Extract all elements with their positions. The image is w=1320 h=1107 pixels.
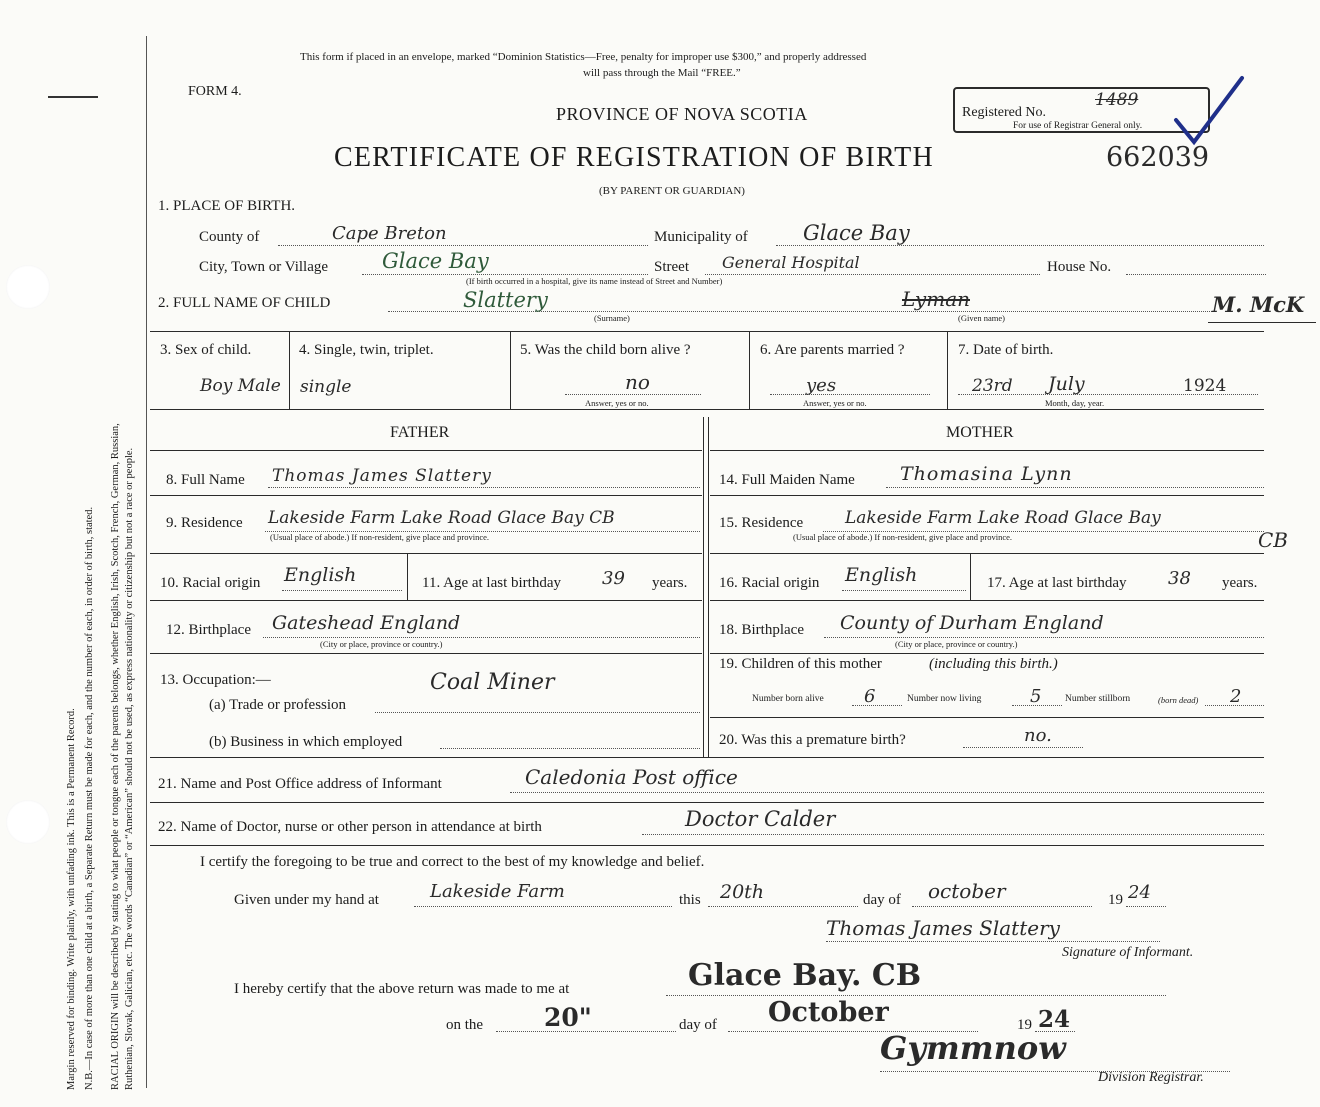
margin-note-multiple-births: N.B.—In case of more than one child at a birth, a Separate Return must be made for each, and the number of each, in order of birth, stated. [84, 506, 95, 1090]
now-living-label: Number now living [907, 694, 982, 704]
registrar-year-prefix: 19 [1017, 1017, 1032, 1033]
given-caption: (Given name) [958, 313, 1005, 323]
father-racial-value: English [284, 564, 357, 586]
given-place-value: Lakeside Farm [430, 881, 565, 902]
father-name-label: 8. Full Name [166, 472, 245, 488]
given-place-line [414, 906, 672, 907]
child-marginal-note: M. McK [1212, 292, 1305, 317]
surname-caption: (Surname) [594, 313, 630, 323]
informant-signature-caption: Signature of Informant. [1062, 945, 1194, 960]
given-month-line [912, 906, 1092, 907]
mother-birthplace-label: 18. Birthplace [719, 622, 804, 638]
mother-residence-value-2: CB [1258, 528, 1288, 552]
father-occupation-label: 13. Occupation:— [160, 672, 271, 688]
father-trade-label: (a) Trade or profession [209, 697, 347, 713]
mother-racial-line [842, 590, 966, 591]
certification-statement: I certify the foregoing to be true and correct to the best of my knowledge and belief. [200, 854, 705, 870]
city-label: City, Town or Village [199, 259, 329, 275]
father-name-value: Thomas James Slattery [272, 466, 492, 486]
margin-note-racial-origin-2: Ruthenian, Slovak, Galician, etc. The words “Canadian” or “American” should not be used, as express nationality or citizenship but not a race or people. [124, 447, 135, 1090]
margin-note-racial-origin-1: RACIAL ORIGIN will be described by stating to what people or tongue each of the parents belongs, whether English, Irish, Scotch, French, German, Russian, [110, 423, 121, 1090]
premature-line [963, 747, 1083, 748]
certificate-number: 662039 [1106, 142, 1210, 173]
married-caption: Answer, yes or no. [803, 398, 867, 408]
mother-row-rule-3 [710, 600, 1264, 601]
mother-years-label: years. [1222, 575, 1258, 591]
father-racial-label: 10. Racial origin [160, 575, 261, 591]
father-business-label: (b) Business in which employed [209, 734, 403, 750]
father-racial-line [282, 590, 402, 591]
mother-racial-value: English [845, 564, 918, 586]
municipality-label: Municipality of [654, 229, 748, 245]
married-label: 6. Are parents married ? [760, 342, 905, 358]
col-rule-4 [947, 331, 948, 409]
mother-row-rule-5 [710, 717, 1264, 718]
father-birthplace-line [263, 637, 700, 638]
mother-heading-rule [710, 450, 1264, 451]
father-row-rule-3 [150, 600, 702, 601]
house-label: House No. [1047, 259, 1112, 275]
married-value: yes [806, 375, 837, 396]
province-heading: PROVINCE OF NOVA SCOTIA [556, 104, 808, 124]
premature-label: 20. Was this a premature birth? [719, 732, 906, 748]
county-value: Cape Breton [332, 223, 447, 244]
sex-value: Boy Male [200, 376, 281, 396]
alive-caption: Answer, yes or no. [585, 398, 649, 408]
given-day-value: 20th [720, 881, 765, 903]
father-racial-divider [407, 553, 408, 600]
county-line [278, 245, 648, 246]
mother-heading: MOTHER [946, 424, 1014, 441]
registrar-place-value: Glace Bay. CB [688, 958, 922, 993]
child-surname-value: Slattery [463, 288, 548, 312]
table-mid-rule [150, 409, 1264, 410]
margin-note-binding: Margin reserved for binding. Write plainly, with unfading ink. This is a Permanent Record. [66, 708, 77, 1090]
postal-notice: This form if placed in an envelope, marked “Dominion Statistics—Free, penalty for improper use $300,” and properly addressed [300, 51, 867, 63]
mother-residence-label: 15. Residence [719, 515, 804, 531]
mother-row-rule-2 [710, 553, 1264, 554]
now-living-value: 5 [1030, 686, 1042, 707]
registered-value: 1489 [1095, 90, 1139, 110]
alive-value: no [625, 370, 650, 394]
given-day-line [708, 906, 858, 907]
mother-age-label: 17. Age at last birthday [987, 575, 1127, 591]
mother-name-line [886, 487, 1264, 488]
alive-line [565, 394, 701, 395]
mother-children-label: 19. Children of this mother [719, 656, 882, 672]
checkmark-icon [1170, 72, 1250, 152]
col-rule-1 [289, 331, 290, 409]
father-row-rule-2 [150, 553, 702, 554]
house-line [1126, 274, 1266, 275]
col-rule-3 [749, 331, 750, 409]
premature-value: no. [1024, 725, 1052, 746]
registrar-day-of-label: day of [679, 1017, 717, 1033]
registrar-caption: Division Registrar. [1098, 1070, 1204, 1085]
father-age-label: 11. Age at last birthday [422, 575, 561, 591]
attendant-value: Doctor Calder [685, 807, 836, 831]
mother-name-value: Thomasina Lynn [900, 463, 1073, 485]
child-name-label: 2. FULL NAME OF CHILD [158, 295, 331, 311]
table-top-rule [150, 331, 1264, 332]
father-residence-value: Lakeside Farm Lake Road Glace Bay CB [268, 508, 615, 528]
plurality-label: 4. Single, twin, triplet. [299, 342, 434, 358]
father-business-line [440, 748, 700, 749]
given-under-hand-label: Given under my hand at [234, 892, 379, 908]
dob-caption: Month, day, year. [1045, 398, 1105, 408]
registrar-day-value: 20" [544, 1003, 592, 1032]
father-row-rule-4 [150, 653, 702, 654]
street-value: General Hospital [722, 253, 860, 272]
informant-signature: Thomas James Slattery [826, 916, 1060, 940]
mother-birthplace-line [824, 637, 1264, 638]
mother-birthplace-caption: (City or place, province or country.) [895, 639, 1018, 649]
form-number: FORM 4. [188, 84, 242, 99]
parents-divider-inner [708, 417, 709, 757]
col-rule-2 [510, 331, 511, 409]
informant-rule [150, 802, 1264, 803]
father-occupation-value: Coal Miner [430, 670, 555, 695]
father-years-label: years. [652, 575, 688, 591]
stillborn-value: 2 [1230, 686, 1242, 707]
marginal-note-underline [1208, 322, 1316, 323]
child-given-value: Lyman [902, 287, 970, 311]
stillborn-note: (born dead) [1158, 695, 1199, 705]
informant-line [510, 792, 1264, 793]
father-row-rule-1 [150, 495, 702, 496]
postal-notice-free: will pass through the Mail “FREE.” [583, 67, 741, 79]
informant-label: 21. Name and Post Office address of Informant [158, 776, 442, 792]
attendant-rule [150, 845, 1264, 846]
street-line [705, 274, 1040, 275]
binding-hole-top [6, 265, 50, 309]
parents-divider [703, 417, 704, 757]
this-label: this [679, 892, 701, 908]
registrar-on-the-label: on the [446, 1017, 484, 1033]
alive-label: 5. Was the child born alive ? [520, 342, 691, 358]
mother-residence-caption: (Usual place of abode.) If non-resident, give place and province. [793, 532, 1013, 542]
certificate-subtitle: (BY PARENT OR GUARDIAN) [599, 185, 745, 197]
registrar-statement: I hereby certify that the above return was made to me at [234, 981, 570, 997]
city-value: Glace Bay [382, 249, 489, 273]
father-residence-label: 9. Residence [166, 515, 243, 531]
binding-margin-rule [146, 36, 147, 1088]
mother-children-note: (including this birth.) [929, 656, 1058, 672]
certificate-title: CERTIFICATE OF REGISTRATION OF BIRTH [334, 142, 934, 173]
given-year-line [1126, 906, 1166, 907]
parents-bottom-rule [150, 757, 1264, 758]
mother-racial-label: 16. Racial origin [719, 575, 820, 591]
mother-birthplace-value: County of Durham England [840, 612, 1104, 634]
mother-row-rule-1 [710, 495, 1264, 496]
married-line [770, 394, 930, 395]
sex-label: 3. Sex of child. [160, 342, 252, 358]
mother-age-value: 38 [1168, 568, 1191, 589]
dob-label: 7. Date of birth. [958, 342, 1054, 358]
hospital-note: (If birth occurred in a hospital, give its name instead of Street and Number) [466, 276, 723, 286]
father-trade-line [375, 712, 700, 713]
registrar-month-value: October [768, 997, 889, 1028]
street-label: Street [654, 259, 689, 275]
born-alive-value: 6 [864, 686, 876, 707]
father-residence-caption: (Usual place of abode.) If non-resident, give place and province. [270, 532, 490, 542]
registrar-signature: Gymmnow [880, 1029, 1066, 1067]
informant-signature-line [826, 941, 1160, 942]
plurality-value: single [300, 377, 352, 397]
given-year-prefix: 19 [1108, 892, 1123, 908]
registered-label: Registered No. [962, 105, 1046, 120]
father-name-line [268, 487, 700, 488]
municipality-line [776, 245, 1264, 246]
mother-racial-divider [970, 553, 971, 600]
informant-value: Caledonia Post office [525, 765, 738, 789]
margin-mark [48, 96, 98, 98]
father-birthplace-caption: (City or place, province or country.) [320, 639, 443, 649]
father-birthplace-value: Gateshead England [272, 612, 461, 634]
city-line [362, 274, 648, 275]
mother-residence-value: Lakeside Farm Lake Road Glace Bay [845, 508, 1161, 528]
registrar-note: For use of Registrar General only. [1013, 121, 1143, 131]
attendant-line [642, 834, 1264, 835]
attendant-label: 22. Name of Doctor, nurse or other person in attendance at birth [158, 819, 542, 835]
dob-year-value: 1924 [1183, 376, 1227, 396]
registrar-year-value: 24 [1038, 1006, 1071, 1033]
given-year-value: 24 [1128, 882, 1151, 903]
father-birthplace-label: 12. Birthplace [166, 622, 251, 638]
municipality-value: Glace Bay [803, 221, 910, 245]
registrar-place-line [666, 995, 1166, 996]
stillborn-label: Number stillborn [1065, 694, 1131, 704]
given-month-value: october [928, 879, 1006, 903]
dob-month-value: July [1048, 373, 1085, 395]
given-day-of-label: day of [863, 892, 901, 908]
mother-name-label: 14. Full Maiden Name [719, 472, 855, 488]
father-heading-rule [150, 450, 702, 451]
county-label: County of [199, 229, 260, 245]
father-heading: FATHER [390, 424, 450, 441]
binding-hole-bottom [6, 800, 50, 844]
mother-row-rule-4 [710, 653, 1264, 654]
father-age-value: 39 [602, 568, 625, 589]
place-of-birth-label: 1. PLACE OF BIRTH. [158, 198, 296, 214]
born-alive-line [852, 705, 902, 706]
dob-day-value: 23rd [972, 376, 1013, 396]
born-alive-label: Number born alive [752, 694, 824, 704]
